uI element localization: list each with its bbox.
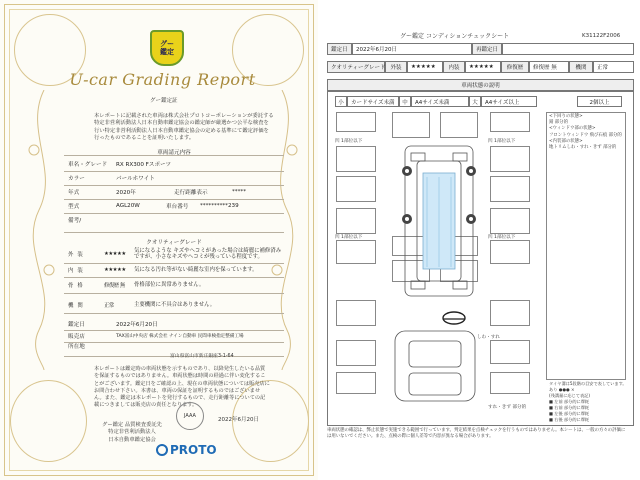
jaaa-seal-icon: JAAA	[176, 402, 204, 430]
row-remarks: 備考/	[64, 213, 284, 233]
state-title: 車両状態の説明	[327, 79, 634, 91]
grade-label: クオリティーグレード	[327, 61, 385, 73]
quality-engine: 機関 正常 主要機関に不具合はありません。	[64, 297, 284, 314]
size-large-value: A4サイズ以上	[481, 96, 537, 107]
sheet-id: K31122F2006	[582, 33, 621, 39]
intro-text: 本レポートに記載された車両は株式会社プロトコーポレーションが委託する特定非営利活動法人日本自動車鑑定協会の鑑定師が厳選かつ公平な検査を行い特定非営利活動法人日本自動車鑑定協会の定める基準にて鑑定評価を行ったものであることを証明いたします。	[94, 113, 274, 141]
repair-value: 修復歴 無	[529, 61, 569, 73]
row-color: カラー パールホワイト	[64, 171, 284, 186]
row-year: 年式 2020年 走行距離表示 *****	[64, 185, 284, 200]
info-date: 鑑定日 2022年6月20日	[64, 318, 284, 331]
size-small-label: 小	[335, 96, 347, 107]
exterior-value: ★★★★★	[407, 61, 443, 73]
size-medium-label: 中	[399, 96, 411, 107]
count-label: 2個以上	[577, 96, 622, 107]
proto-logo-icon	[156, 444, 168, 456]
size-large-label: 大	[469, 96, 481, 107]
diagram-label: 凹 1部位以下	[335, 139, 363, 144]
repair-label: 修復歴	[501, 61, 529, 73]
size-small-value: カードサイズ未満	[347, 96, 399, 107]
quality-exterior: 外装 ★★★★★ 気になるような キズやヘコミがあった場合は綺麗に補修済みですが、小さなキズやヘコミが残っている程度です。	[64, 245, 284, 264]
date-value: 2022年6月20日	[352, 43, 472, 55]
recheck-label: 再鑑定日	[472, 43, 502, 55]
vehicle-section-title: 車両請元内容	[157, 150, 191, 156]
footer-date: 2022年6月20日	[218, 417, 259, 423]
row-model: 車名・グレード RX RX300 Fスポーツ	[64, 157, 284, 172]
quality-interior: 内装 ★★★★★ 気になる汚れ等がない綺麗な室内を保っています。	[64, 263, 284, 278]
quality-section-title: クオリティーグレード	[146, 240, 202, 246]
notes-text: <下回りの状態> 錆 部分的 <ウィンドウ部の状態> フロントウィンドウ 飛び石痕 部分的 <内装部の状態> 地トリムしわ・すれ・きず 部分的	[549, 114, 622, 151]
diagram-label: 凹 1部位以下	[488, 139, 516, 144]
engine-value: 正常	[593, 61, 634, 73]
row-type: 型式 AGL20W 車台番号 **********239	[64, 199, 284, 214]
proto-logo: PROTO	[156, 443, 217, 457]
notes-box	[546, 112, 626, 380]
interior-value: ★★★★★	[465, 61, 501, 73]
org-text: グー鑑定 品質検査委託先 特定非営利活動法人 日本自動車鑑定協会	[102, 422, 162, 443]
info-address: 所在地	[64, 342, 284, 357]
left-vine-ornament	[14, 90, 64, 370]
date-label: 鑑定日	[327, 43, 352, 55]
quality-frame: 骨格 修復歴 無 骨格部位に異常ありません。	[64, 277, 284, 294]
divider	[64, 155, 284, 156]
diagram-label: しわ・すれ	[477, 335, 500, 340]
goo-kantei-badge-icon	[150, 30, 184, 66]
address-value: 富山県富山市新庄銀座3-1-64	[170, 354, 234, 359]
recheck-value	[502, 43, 634, 55]
diagram-label: 凹 1部位以下	[488, 235, 516, 240]
diagram-label: すれ・きず 部分的	[488, 405, 527, 410]
grading-certificate	[0, 0, 318, 480]
sheet-title: グー鑑定 コンディションチェックシート	[400, 33, 510, 40]
tire-note: タイヤ溝は5段階の目安で表しています。 あり ●●● × (残溝量に応じて表記) ■ 左前 部分的に摩耗 ■ 右前 部分的に摩耗 ■ 左後 部分的に摩耗 ■ 右後 部分的に摩耗	[549, 381, 627, 422]
engine-label: 機関	[569, 61, 593, 73]
report-title: U-car Grading Report	[69, 70, 256, 89]
info-dealer: 販売店 TAX富山中央店 株式会社 ナイン自動車 民間車検指定整備工場	[64, 330, 284, 343]
badge-text: グー	[160, 40, 174, 48]
diagram-label: 凹 1部位以下	[335, 235, 363, 240]
report-subtitle: グー鑑定証	[150, 98, 178, 104]
footer-disclaimer: 本レポートは鑑定時の車両状態を示すものであり、以降発生したいる品質を保証するものではありません。車両状態は時間の経過に伴い変化することがございます。鑑定日をご確認の上、現在の車両状態については販売店にお問合わせ下さい。本書は、車両の保証を証明するものではございません。また、鑑定は本レポートを発行するもので、走行距離等についての記載につきましては販売店の責任となります。	[94, 366, 270, 409]
size-medium-value: A4サイズ未満	[411, 96, 469, 107]
badge-text: 鑑定	[160, 48, 174, 56]
corner-ornament	[10, 380, 87, 462]
exterior-label: 外装	[385, 61, 407, 73]
interior-label: 内装	[443, 61, 465, 73]
sheet-footer: 車両状態の確認は、弊止状態で実施できる範囲で行っています。判定結果を点検チェックを行うものではありません。本シートは、一般の方々の評価には用いないでください。また、点検の際に個人差等で内容が異なる場合があります。	[327, 428, 626, 440]
